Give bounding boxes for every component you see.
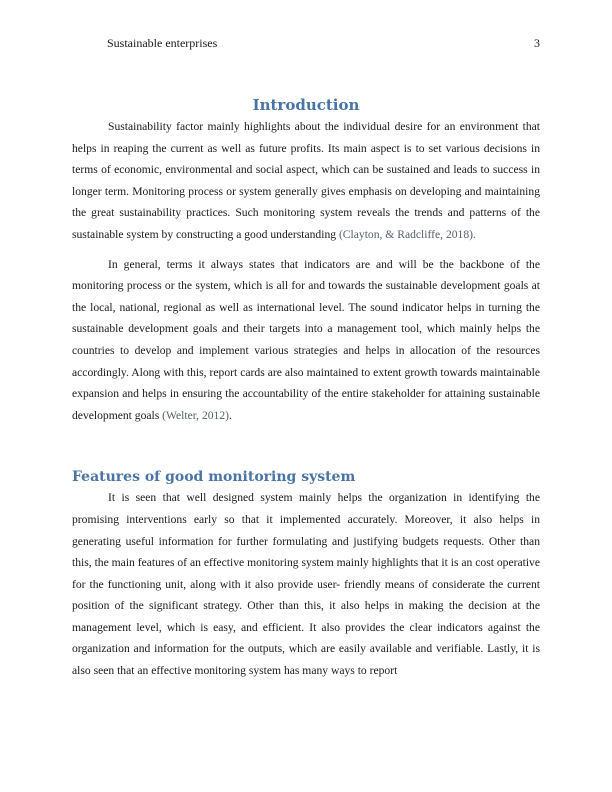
body-text <box>72 95 540 682</box>
introduction-paragraph-1 <box>72 116 540 246</box>
page-number: 3 <box>534 36 540 50</box>
running-head: Sustainable enterprises <box>107 36 218 50</box>
features-paragraph-1: It is seen that well designed system mainly helps the organization in identifying the promising interventions early so that it implemented accurately. Moreover, it also helps in generating useful information for further formulating and justifying budgets requests. Other than this, the main features of an effective monitoring system mainly highlights that it is an cost operative for the functioning unit, along with it also provide user- friendly means of considerate the current position of the significant strategy. Other than this, it also helps in making the decision at the management level, which is easy, and efficient. It also provides the clear indicators against the organization and information for the outputs, which are easily available and verifiable. Lastly, it is also seen that an effective monitoring system has many ways to report <box>72 491 540 678</box>
paragraph-text: Sustainability factor mainly highlights about the individual desire for an environment that helps in reaping the current as well as future profits. Its main aspect is to set various decisions in terms of economic, environmental and social aspect, which can be sustained and leads to success in longer term. Monitoring process or system generally gives emphasis on developing and maintaining the great sustainability practices. Such monitoring system reveals the trends and patterns of the sustainable system by constructing a good understanding <box>72 120 540 241</box>
introduction-heading: Introduction <box>252 96 360 114</box>
introduction-paragraph-2 <box>72 254 540 427</box>
paragraph-text: In general, terms it always states that indicators are and will be the backbone of the monitoring process or the system, which is all for and towards the sustainable development goals at the local, national, regional as well as international level. The sound indicator helps in turning the sustainable development goals and their targets into a management tool, which mainly helps the countries to develop and implement various strategies and helps in allocation of the resources accordingly. Along with this, report cards are also maintained to extent growth towards maintainable expansion and helps in ensuring the accountability of the entire stakeholder for attaining sustainable development goals <box>72 257 540 422</box>
citation-clayton-radcliffe: (Clayton, & Radcliffe, 2018). <box>338 227 476 241</box>
features-heading: Features of good monitoring system <box>72 469 356 486</box>
paragraph-end: . <box>229 408 232 422</box>
citation-welter: (Welter, 2012) <box>162 408 230 422</box>
